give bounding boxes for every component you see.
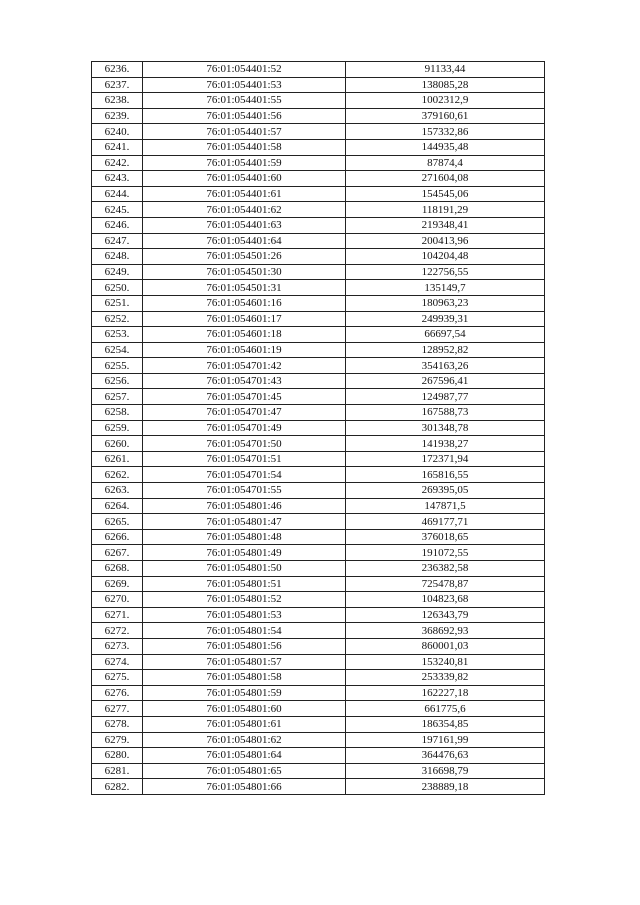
row-number-cell: 6268. [92, 561, 143, 577]
cadastral-number-cell: 76:01:054701:51 [143, 451, 346, 467]
cadastral-value-cell: 1002312,9 [346, 93, 545, 109]
row-number-cell: 6277. [92, 701, 143, 717]
cadastral-number-cell: 76:01:054701:49 [143, 420, 346, 436]
cadastral-value-cell: 172371,94 [346, 451, 545, 467]
row-number-cell: 6279. [92, 732, 143, 748]
table-row [92, 327, 545, 343]
cadastral-number-cell: 76:01:054801:58 [143, 670, 346, 686]
row-number-cell: 6256. [92, 373, 143, 389]
row-number-cell: 6246. [92, 217, 143, 233]
cadastral-value-table [91, 61, 545, 795]
cadastral-value-cell: 154545,06 [346, 186, 545, 202]
table-row [92, 405, 545, 421]
cadastral-value-cell: 238889,18 [346, 779, 545, 795]
row-number-cell: 6260. [92, 436, 143, 452]
table-row [92, 420, 545, 436]
row-number-cell: 6276. [92, 685, 143, 701]
table-row [92, 654, 545, 670]
cadastral-number-cell: 76:01:054801:57 [143, 654, 346, 670]
table-row [92, 561, 545, 577]
row-number-cell: 6258. [92, 405, 143, 421]
table-row [92, 139, 545, 155]
cadastral-number-cell: 76:01:054801:48 [143, 529, 346, 545]
cadastral-value-cell: 165816,55 [346, 467, 545, 483]
table-row [92, 529, 545, 545]
row-number-cell: 6251. [92, 295, 143, 311]
table-row [92, 483, 545, 499]
row-number-cell: 6281. [92, 763, 143, 779]
table-row [92, 732, 545, 748]
cadastral-value-cell: 200413,96 [346, 233, 545, 249]
cadastral-number-cell: 76:01:054801:54 [143, 623, 346, 639]
table-row [92, 685, 545, 701]
cadastral-value-cell: 379160,61 [346, 108, 545, 124]
table-row [92, 93, 545, 109]
cadastral-number-cell: 76:01:054501:30 [143, 264, 346, 280]
cadastral-value-cell: 219348,41 [346, 217, 545, 233]
cadastral-number-cell: 76:01:054601:16 [143, 295, 346, 311]
table-row [92, 77, 545, 93]
cadastral-number-cell: 76:01:054401:61 [143, 186, 346, 202]
row-number-cell: 6244. [92, 186, 143, 202]
cadastral-value-cell: 271604,08 [346, 171, 545, 187]
row-number-cell: 6255. [92, 358, 143, 374]
row-number-cell: 6242. [92, 155, 143, 171]
row-number-cell: 6237. [92, 77, 143, 93]
cadastral-value-cell: 368692,93 [346, 623, 545, 639]
row-number-cell: 6272. [92, 623, 143, 639]
row-number-cell: 6274. [92, 654, 143, 670]
row-number-cell: 6278. [92, 716, 143, 732]
row-number-cell: 6269. [92, 576, 143, 592]
cadastral-number-cell: 76:01:054801:47 [143, 514, 346, 530]
table-row [92, 233, 545, 249]
cadastral-value-cell: 128952,82 [346, 342, 545, 358]
cadastral-number-cell: 76:01:054801:51 [143, 576, 346, 592]
table-row [92, 498, 545, 514]
cadastral-value-cell: 124987,77 [346, 389, 545, 405]
cadastral-value-cell: 191072,55 [346, 545, 545, 561]
cadastral-number-cell: 76:01:054801:49 [143, 545, 346, 561]
cadastral-value-cell: 253339,82 [346, 670, 545, 686]
cadastral-value-cell: 860001,03 [346, 638, 545, 654]
table-row [92, 716, 545, 732]
row-number-cell: 6259. [92, 420, 143, 436]
table-row [92, 108, 545, 124]
table-row [92, 124, 545, 140]
cadastral-number-cell: 76:01:054401:53 [143, 77, 346, 93]
cadastral-value-cell: 236382,58 [346, 561, 545, 577]
row-number-cell: 6247. [92, 233, 143, 249]
cadastral-value-cell: 126343,79 [346, 607, 545, 623]
cadastral-number-cell: 76:01:054701:55 [143, 483, 346, 499]
cadastral-number-cell: 76:01:054801:53 [143, 607, 346, 623]
row-number-cell: 6264. [92, 498, 143, 514]
table-row [92, 217, 545, 233]
table-row [92, 545, 545, 561]
cadastral-value-cell: 118191,29 [346, 202, 545, 218]
cadastral-number-cell: 76:01:054401:55 [143, 93, 346, 109]
cadastral-number-cell: 76:01:054801:59 [143, 685, 346, 701]
cadastral-value-cell: 162227,18 [346, 685, 545, 701]
cadastral-number-cell: 76:01:054701:45 [143, 389, 346, 405]
table-row [92, 638, 545, 654]
table-row [92, 701, 545, 717]
cadastral-value-cell: 144935,48 [346, 139, 545, 155]
cadastral-number-cell: 76:01:054801:62 [143, 732, 346, 748]
row-number-cell: 6262. [92, 467, 143, 483]
cadastral-number-cell: 76:01:054701:50 [143, 436, 346, 452]
row-number-cell: 6265. [92, 514, 143, 530]
row-number-cell: 6282. [92, 779, 143, 795]
cadastral-number-cell: 76:01:054801:52 [143, 592, 346, 608]
cadastral-value-cell: 267596,41 [346, 373, 545, 389]
table-row [92, 389, 545, 405]
table-row [92, 62, 545, 78]
cadastral-number-cell: 76:01:054701:47 [143, 405, 346, 421]
table-row [92, 623, 545, 639]
cadastral-number-cell: 76:01:054401:56 [143, 108, 346, 124]
cadastral-number-cell: 76:01:054801:66 [143, 779, 346, 795]
table-row [92, 607, 545, 623]
cadastral-value-cell: 354163,26 [346, 358, 545, 374]
cadastral-value-cell: 141938,27 [346, 436, 545, 452]
table-row [92, 763, 545, 779]
cadastral-value-cell: 197161,99 [346, 732, 545, 748]
cadastral-number-cell: 76:01:054601:18 [143, 327, 346, 343]
row-number-cell: 6271. [92, 607, 143, 623]
table-row [92, 436, 545, 452]
cadastral-number-cell: 76:01:054801:46 [143, 498, 346, 514]
cadastral-number-cell: 76:01:054401:57 [143, 124, 346, 140]
cadastral-number-cell: 76:01:054801:61 [143, 716, 346, 732]
row-number-cell: 6257. [92, 389, 143, 405]
cadastral-number-cell: 76:01:054801:50 [143, 561, 346, 577]
table-row [92, 467, 545, 483]
table-row [92, 779, 545, 795]
row-number-cell: 6263. [92, 483, 143, 499]
row-number-cell: 6267. [92, 545, 143, 561]
table-row [92, 373, 545, 389]
cadastral-number-cell: 76:01:054401:62 [143, 202, 346, 218]
table-row [92, 171, 545, 187]
cadastral-value-cell: 147871,5 [346, 498, 545, 514]
cadastral-number-cell: 76:01:054701:42 [143, 358, 346, 374]
cadastral-number-cell: 76:01:054401:60 [143, 171, 346, 187]
cadastral-number-cell: 76:01:054701:43 [143, 373, 346, 389]
cadastral-number-cell: 76:01:054401:64 [143, 233, 346, 249]
cadastral-value-cell: 661775,6 [346, 701, 545, 717]
row-number-cell: 6250. [92, 280, 143, 296]
cadastral-value-cell: 135149,7 [346, 280, 545, 296]
table-row [92, 280, 545, 296]
cadastral-value-cell: 87874,4 [346, 155, 545, 171]
table-row [92, 748, 545, 764]
table-row [92, 592, 545, 608]
cadastral-number-cell: 76:01:054801:56 [143, 638, 346, 654]
table-row [92, 295, 545, 311]
table-row [92, 670, 545, 686]
cadastral-value-cell: 301348,78 [346, 420, 545, 436]
cadastral-value-cell: 249939,31 [346, 311, 545, 327]
cadastral-value-cell: 376018,65 [346, 529, 545, 545]
cadastral-value-cell: 157332,86 [346, 124, 545, 140]
cadastral-number-cell: 76:01:054401:63 [143, 217, 346, 233]
cadastral-number-cell: 76:01:054401:52 [143, 62, 346, 78]
cadastral-value-cell: 180963,23 [346, 295, 545, 311]
row-number-cell: 6236. [92, 62, 143, 78]
cadastral-value-cell: 104204,48 [346, 249, 545, 265]
cadastral-value-cell: 104823,68 [346, 592, 545, 608]
row-number-cell: 6238. [92, 93, 143, 109]
table-row [92, 186, 545, 202]
cadastral-number-cell: 76:01:054801:64 [143, 748, 346, 764]
cadastral-number-cell: 76:01:054601:19 [143, 342, 346, 358]
row-number-cell: 6254. [92, 342, 143, 358]
cadastral-number-cell: 76:01:054401:59 [143, 155, 346, 171]
row-number-cell: 6248. [92, 249, 143, 265]
cadastral-number-cell: 76:01:054801:65 [143, 763, 346, 779]
cadastral-value-cell: 469177,71 [346, 514, 545, 530]
cadastral-value-cell: 364476,63 [346, 748, 545, 764]
cadastral-number-cell: 76:01:054801:60 [143, 701, 346, 717]
row-number-cell: 6266. [92, 529, 143, 545]
table-row [92, 576, 545, 592]
cadastral-number-cell: 76:01:054501:31 [143, 280, 346, 296]
table-row [92, 451, 545, 467]
cadastral-number-cell: 76:01:054601:17 [143, 311, 346, 327]
cadastral-value-cell: 725478,87 [346, 576, 545, 592]
row-number-cell: 6245. [92, 202, 143, 218]
row-number-cell: 6243. [92, 171, 143, 187]
table-body [92, 62, 545, 795]
row-number-cell: 6280. [92, 748, 143, 764]
row-number-cell: 6240. [92, 124, 143, 140]
row-number-cell: 6273. [92, 638, 143, 654]
cadastral-number-cell: 76:01:054501:26 [143, 249, 346, 265]
cadastral-value-cell: 186354,85 [346, 716, 545, 732]
cadastral-value-cell: 122756,55 [346, 264, 545, 280]
row-number-cell: 6275. [92, 670, 143, 686]
table-row [92, 514, 545, 530]
table-row [92, 249, 545, 265]
row-number-cell: 6270. [92, 592, 143, 608]
table-row [92, 311, 545, 327]
row-number-cell: 6261. [92, 451, 143, 467]
cadastral-value-cell: 138085,28 [346, 77, 545, 93]
cadastral-number-cell: 76:01:054701:54 [143, 467, 346, 483]
table-row [92, 342, 545, 358]
cadastral-number-cell: 76:01:054401:58 [143, 139, 346, 155]
table-row [92, 155, 545, 171]
cadastral-value-cell: 153240,81 [346, 654, 545, 670]
cadastral-value-cell: 316698,79 [346, 763, 545, 779]
table-row [92, 202, 545, 218]
table-row [92, 264, 545, 280]
table-row [92, 358, 545, 374]
cadastral-value-cell: 167588,73 [346, 405, 545, 421]
cadastral-value-cell: 91133,44 [346, 62, 545, 78]
cadastral-value-cell: 269395,05 [346, 483, 545, 499]
row-number-cell: 6249. [92, 264, 143, 280]
row-number-cell: 6241. [92, 139, 143, 155]
row-number-cell: 6253. [92, 327, 143, 343]
cadastral-value-cell: 66697,54 [346, 327, 545, 343]
row-number-cell: 6239. [92, 108, 143, 124]
row-number-cell: 6252. [92, 311, 143, 327]
